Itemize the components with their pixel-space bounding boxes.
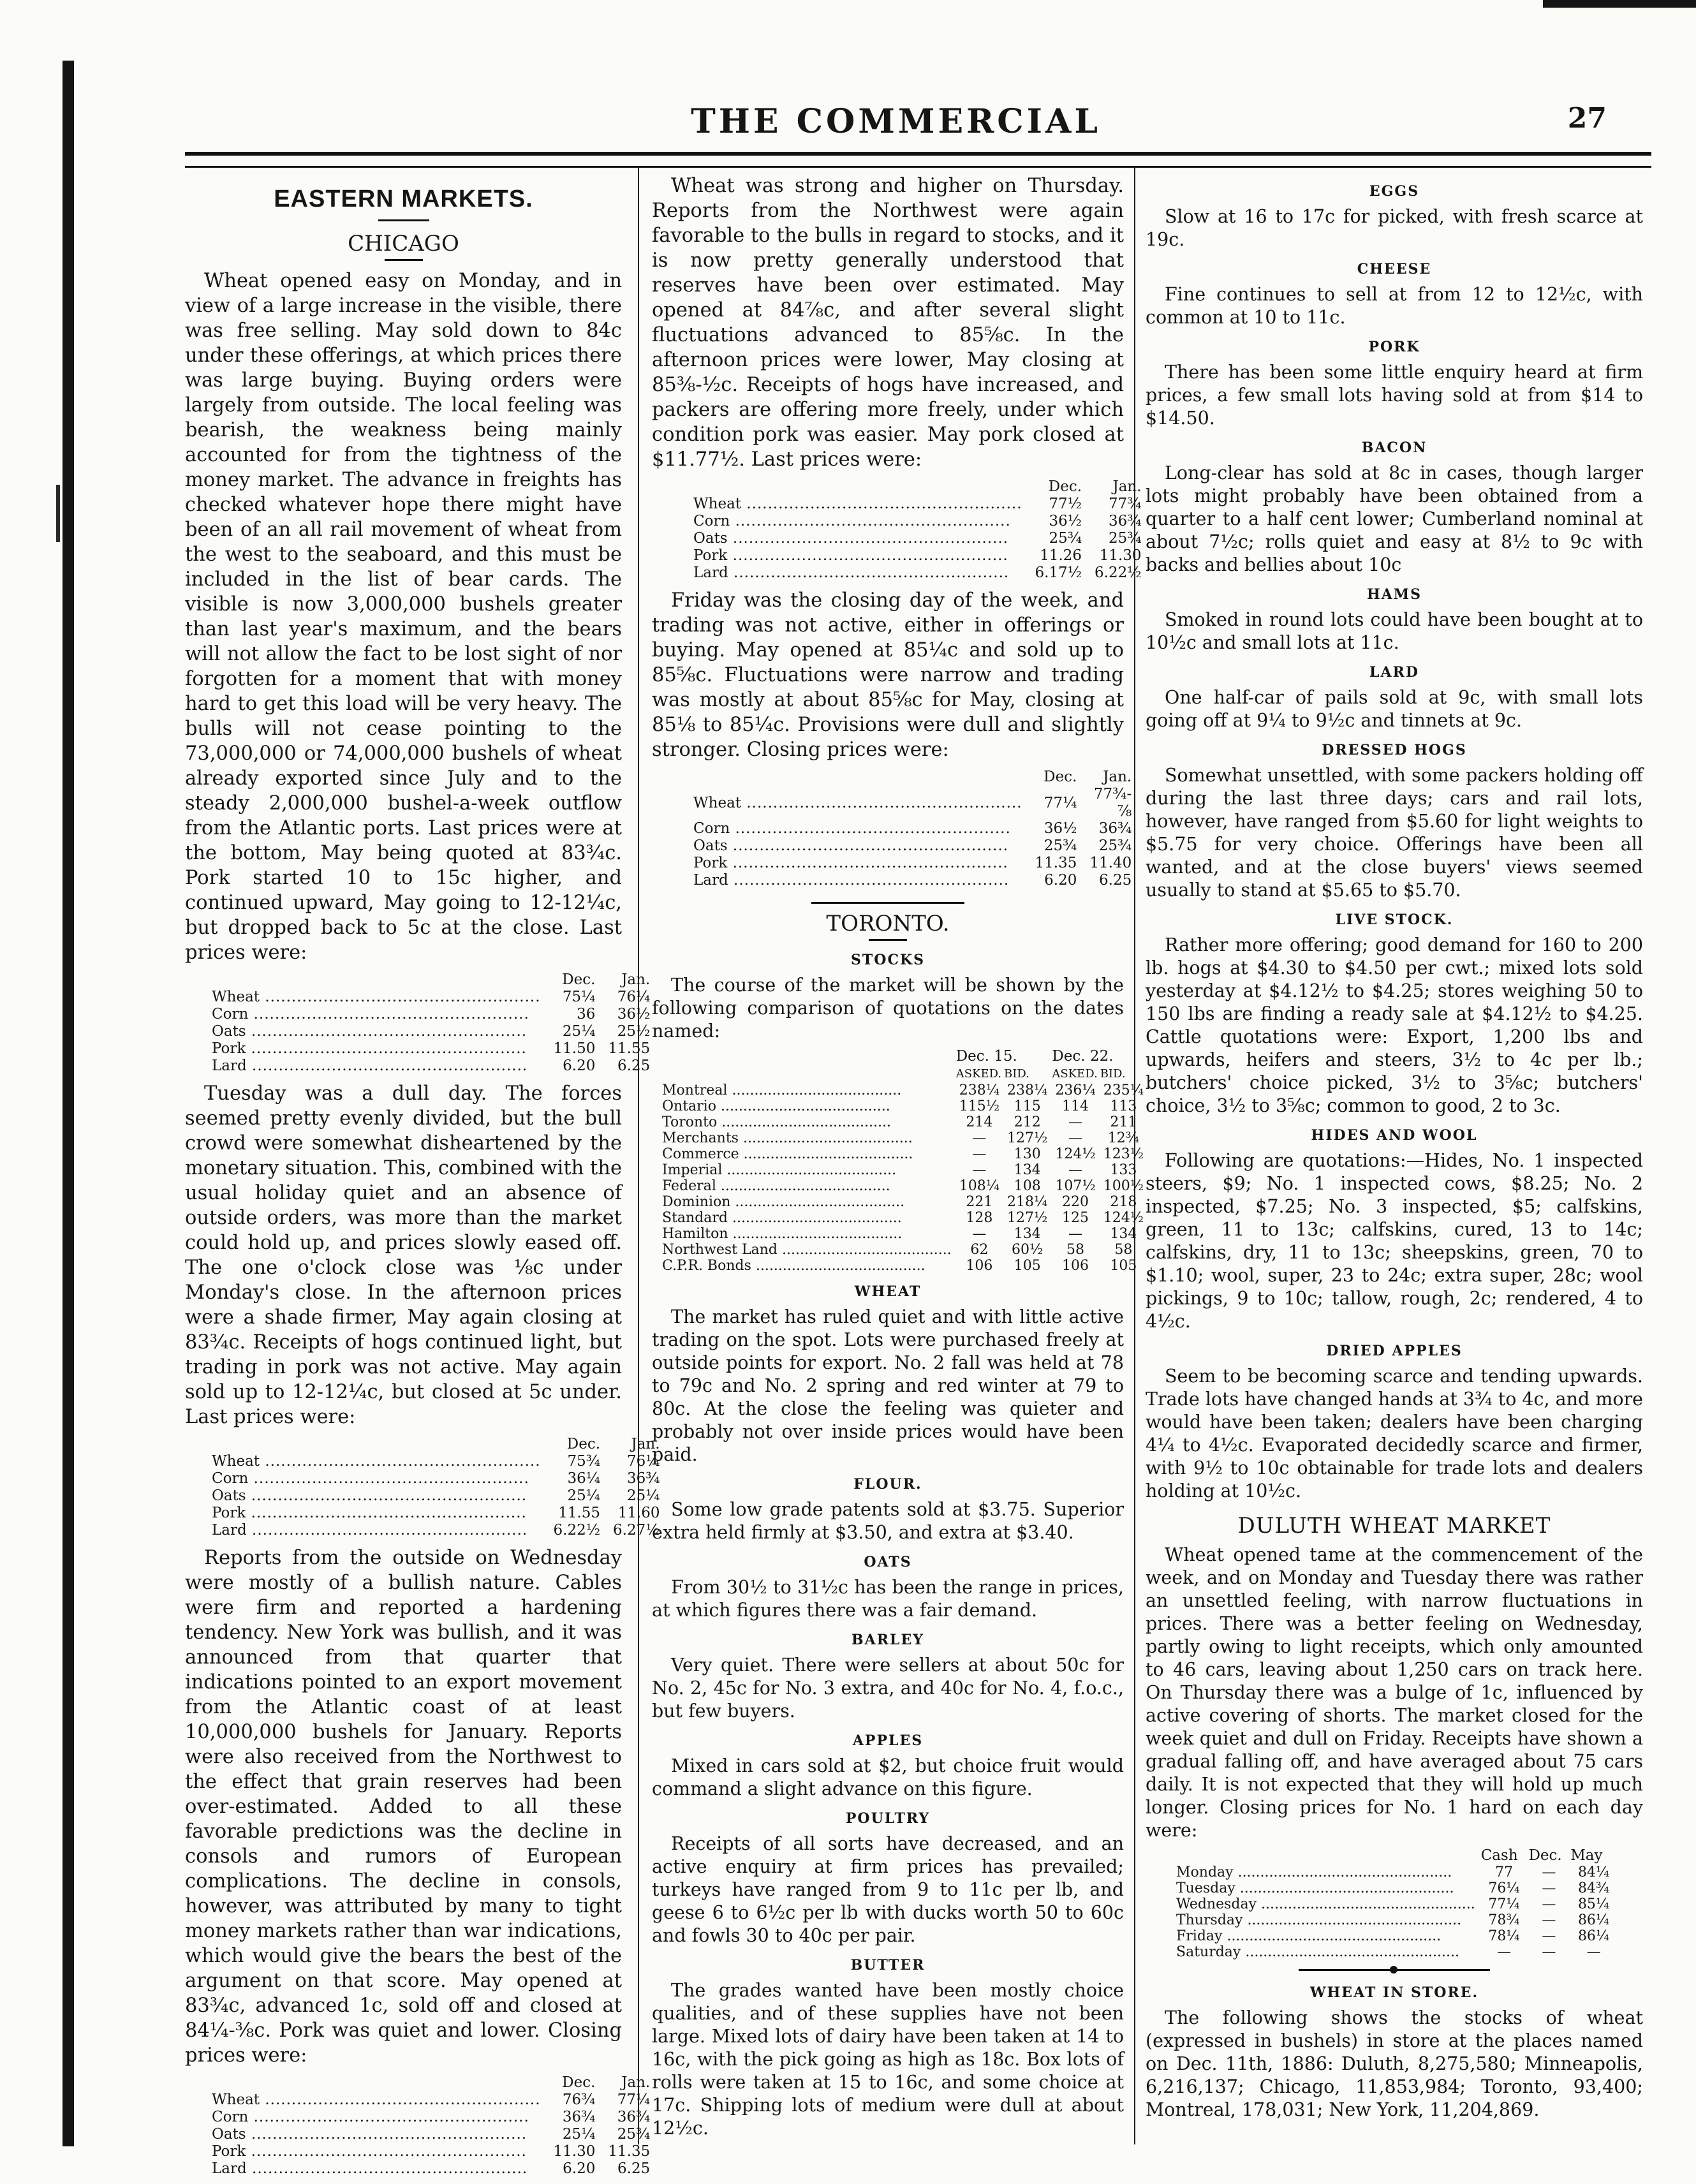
- market-paragraph: There has been some little enquiry heard at firm prices, a few small lots having sold at from $14 to $14.50.: [1146, 362, 1643, 429]
- table-row: Wednesday ..... 77¼ — 85¼: [1171, 1896, 1618, 1912]
- title-rule: [378, 219, 429, 221]
- market-paragraph: From 30½ to 31½c has been the range in prices, at which figures there was a fair demand.: [652, 1577, 1124, 1621]
- subsection-heading: CHEESE: [1357, 261, 1432, 277]
- column-header: Dec.: [1043, 769, 1077, 785]
- subsection-heading: WHEAT IN STORE.: [1309, 1984, 1479, 2001]
- page-binding-edge: [63, 61, 74, 2146]
- chicago-title: CHICAGO: [348, 231, 459, 256]
- market-paragraph: Rather more offering; good demand for 160 to 200 lb. hogs at $4.30 to $4.50 per cwt.; mixed lots sold yesterday at $4.12½ to $4.25; stores weighing 50 to 150 lbs are finding a ready sale at $4.12½ to $4.25. Cattle quotations were: Export, 1,200 lbs and upwards, heifers and steers, 3½ to 4c per lb.; butchers' choice picked, 3½ to 3⅝c; butchers' choice, 3½ to 3⅝c; common to good, 2 to 3c.: [1146, 934, 1643, 1116]
- table-row: Wheat ..... 75¾ 76¼: [205, 1453, 667, 1470]
- table-row: Corn ..... 36¼ 36¾: [205, 1470, 667, 1487]
- market-paragraph: Smoked in round lots could have been bought at to 10½c and small lots at 11c.: [1146, 609, 1643, 653]
- table-row: Lard ..... 6.20 6.25: [205, 1058, 656, 1075]
- column-header: Dec.: [562, 2074, 596, 2091]
- market-paragraph: The grades wanted have been mostly choice qualities, and of these supplies have not been large. Mixed lots of dairy have been taken at 14 to 16c, with the pick going as high as 18c. Box lots of rolls were taken at 15 to 16c, and some choice at 17c. Shipping lots of medium were dull at about 12½c.: [652, 1980, 1124, 2139]
- market-paragraph: Seem to be becoming scarce and tending upwards. Trade lots have changed hands at 3¾ to 4c, and more would have been taken; dealers have been charging 4¼ to 4½c. Evaporated decidedly scarce and firmer, with 9½ to 10c obtainable for trade lots and dealers holding at 10½c.: [1146, 1366, 1643, 1502]
- subsection-heading: BUTTER: [850, 1957, 925, 1974]
- column-header: Jan.: [621, 2074, 651, 2091]
- chicago-paragraph: Tuesday was a dull day. The forces seemed pretty evenly divided, but the bull crowd were somewhat disheartened by the monetary situation. This, combined with the usual holiday quiet and an absence of outside orders, was more than the market could hold up, and prices slowly eased off. The one o'clock close was ⅛c under Monday's close. In the afternoon prices were a shade firmer, May again closing at 83¾c. Receipts of hogs continued light, but trading in pork was not active. May again sold up to 12-12¼c, but closed at 5c under. Last prices were:: [185, 1082, 622, 1428]
- market-paragraph: One half-car of pails sold at 9c, with small lots going off at 9¼ to 9½c and tinnets at 9c.: [1146, 687, 1643, 731]
- subsection-heading: POULTRY: [845, 1810, 931, 1827]
- table-row: Saturday ..... — — —: [1171, 1944, 1618, 1960]
- header-double-rule: [185, 152, 1651, 168]
- column-header: BID.: [1004, 1067, 1029, 1081]
- table-row: Wheat ..... 77½ 77¾: [687, 496, 1148, 513]
- table-row: Lard ..... 6.22½ 6.27½: [205, 1522, 667, 1539]
- table-row: Standard ..... 128 127½ 125 124½: [658, 1210, 1147, 1226]
- table-row: Oats ..... 25¼ 25¼: [205, 1487, 667, 1505]
- table-row: Friday ..... 78¼ — 86¼: [1171, 1928, 1618, 1944]
- page-number: 27: [1567, 102, 1607, 135]
- column-header: Jan.: [1103, 769, 1132, 785]
- subsection-heading: PORK: [1368, 339, 1420, 355]
- table-row: Pork ..... 11.35 11.40: [687, 855, 1138, 872]
- table-row: Pork ..... 11.26 11.30: [687, 547, 1148, 564]
- toronto-title: TORONTO.: [826, 911, 950, 936]
- column-header: ASKED.: [955, 1067, 1002, 1081]
- chicago-paragraph: Wheat was strong and higher on Thursday. Reports from the Northwest were again favorable to the bulls in regard to stocks, and it is now pretty generally understood that reserves have been over estimated. May opened at 84⅞c, and after several slight fluctuations advanced to 85⅝c. In the afternoon prices were lower, May closing at 85⅜-½c. Receipts of hogs have increased, and packers are offering more freely, under which condition pork was easier. May pork closed at $11.77½. Last prices were:: [652, 175, 1124, 471]
- subsection-heading: LARD: [1369, 664, 1419, 681]
- rule-dot: [1390, 1966, 1397, 1974]
- subsection-heading: LIVE STOCK.: [1335, 911, 1454, 928]
- table-row: Wheat ..... 77¼ 77¾-⅞: [687, 786, 1138, 820]
- column-right: [1146, 173, 1643, 2121]
- table-row: Corn ..... 36½ 36¾: [687, 820, 1138, 837]
- column-header: May: [1570, 1847, 1603, 1864]
- table-row: Commerce ..... — 130 124½ 123½: [658, 1146, 1147, 1162]
- section-rule: [811, 902, 964, 904]
- table-row: Oats ..... 25¼ 25¾: [205, 2126, 656, 2143]
- market-paragraph: Slow at 16 to 17c for picked, with fresh scarce at 19c.: [1146, 206, 1643, 250]
- duluth-title: DULUTH WHEAT MARKET: [1237, 1513, 1551, 1538]
- table-row: C.P.R. Bonds ..... 106 105 106 105: [658, 1258, 1147, 1274]
- masthead: THE COMMERCIAL: [691, 102, 1101, 141]
- subsection-heading: BARLEY: [852, 1632, 924, 1648]
- price-table: [205, 1436, 667, 1539]
- ornamental-rule: [1299, 1969, 1490, 1975]
- column-divider: [638, 167, 639, 2144]
- table-row: Wheat ..... 75¼ 76¼: [205, 989, 656, 1006]
- table-row: Pork ..... 11.55 11.60: [205, 1505, 667, 1522]
- table-row: Hamilton ..... — 134 — 134: [658, 1226, 1147, 1242]
- column-header: Dec. 22.: [1052, 1048, 1114, 1065]
- table-row: Merchants ..... — 127½ — 12¾: [658, 1130, 1147, 1146]
- subsection-heading: HAMS: [1366, 586, 1422, 603]
- chicago-paragraph: Reports from the outside on Wednesday were mostly of a bullish nature. Cables were firm and reported a hardening tendency. New York was bullish, and it was announced from that quarter that indications pointed to an export movement from the Atlantic coast of at least 10,000,000 bushels for January. Reports were also received from the Northwest to the effect that grain reserves had been over-estimated. Added to all these favorable predictions was the decline in consols and rumors of European complications. The decline in consols, however, was attributed by many to tight money markets rather than war indications, which would give the bears the best of the argument on that score. May opened at 83¾c, advanced 1c, sold off and closed at 84¼-⅜c. Pork was quiet and lower. Closing prices were:: [185, 1547, 622, 2067]
- table-row: Ontario ..... 115½ 115 114 113: [658, 1098, 1147, 1114]
- market-paragraph: Following are quotations:—Hides, No. 1 inspected steers, $9; No. 1 inspected cows, $8.25; No. 2 inspected, $7.25; No. 3 inspected, $5; calfskins, green, 11 to 13c; calfskins, cured, 13 to 14c; calfskins, dry, 11 to 13c; sheepskins, green, 70 to $1.10; wool, super, 23 to 24c; extra super, 28c; wool pickings, 9 to 10c; tallow, rough, 2c; rendered, 4 to 4½c.: [1146, 1150, 1643, 1332]
- table-row: Oats ..... 25¾ 25¾: [687, 837, 1138, 855]
- market-paragraph: The following shows the stocks of wheat (expressed in bushels) in store at the places named on Dec. 11th, 1886: Duluth, 8,275,580; Minneapolis, 6,216,137; Chicago, 11,853,984; Toronto, 93,400; Montreal, 178,031; New York, 11,204,869.: [1146, 2007, 1643, 2120]
- table-row: Corn ..... 36 36½: [205, 1006, 656, 1023]
- table-row: Dominion ..... 221 218¼ 220 218: [658, 1194, 1147, 1210]
- duluth-paragraph: Wheat opened tame at the commencement of the week, and on Monday and Tuesday there was rather an unsettled feeling, with narrow fluctuations in prices. There was a better feeling on Wednesday, partly owing to light receipts, which only amounted to 46 cars, leaving about 1,250 cars on track here. On Thursday there was a bulge of 1c, influenced by active covering of shorts. The market closed for the week quiet and dull on Friday. Receipts have shown a gradual falling off, and have averaged about 75 cars daily. It is not expected that they will hold up much longer. Closing prices for No. 1 hard on each day were:: [1146, 1544, 1643, 1841]
- running-head: [185, 102, 1607, 147]
- column-header: Jan.: [631, 1436, 660, 1452]
- table-row: Pork ..... 11.30 11.35: [205, 2143, 656, 2160]
- column-header: Dec.: [566, 1436, 601, 1452]
- market-paragraph: The market has ruled quiet and with little active trading on the spot. Lots were purchased freely at outside points for export. No. 2 fall was held at 78 to 79c and No. 2 spring and red winter at 79 to 80c. At the close the feeling was quieter and probably not over inside prices would have been paid.: [652, 1306, 1124, 1465]
- table-row: Corn ..... 36¾ 36¾: [205, 2109, 656, 2126]
- stocks-table: [658, 1048, 1147, 1274]
- top-edge-rule: [1543, 0, 1696, 8]
- price-table: [205, 971, 656, 1075]
- price-table: [205, 2074, 656, 2178]
- table-row: Imperial ..... — 134 — 133: [658, 1162, 1147, 1178]
- chicago-paragraph: Wheat opened easy on Monday, and in view of a large increase in the visible, there was free selling. May sold down to 84c under these offerings, at which prices there was large buying. Buying orders were largely from outside. The local feeling was bearish, the weakness being mainly accounted for from the tightness of the money market. The advance in freights has checked whatever hope there might have been of an all rail movement of wheat from the west to the seaboard, and this must be included in the list of bear cards. The visible is now 3,000,000 bushels greater than last year's maximum, and the bears will not allow the fact to be lost sight of nor forgotten for a moment that with money hard to get this load will be very heavy. The bulls will not cease pointing to the 73,000,000 or 74,000,000 bushels of wheat already exported since July and to the steady 2,000,000 bushel-a-week outflow from the Atlantic ports. Last prices were at the bottom, May being quoted at 83¾c. Pork started 10 to 15c higher, and continued upward, May going to 12-12¼c, but dropped back to 5c at the close. Last prices were:: [185, 270, 622, 964]
- subsection-heading: DRIED APPLES: [1326, 1343, 1463, 1359]
- table-row: Lard ..... 6.20 6.25: [205, 2160, 656, 2178]
- table-row: Corn ..... 36½ 36¾: [687, 513, 1148, 530]
- page-binding-mark: [56, 485, 60, 542]
- table-row: Toronto ..... 214 212 — 211: [658, 1114, 1147, 1130]
- table-row: Monday ..... 77 — 84¼: [1171, 1864, 1618, 1880]
- price-table: [687, 769, 1138, 889]
- table-row: Oats ..... 25¼ 25½: [205, 1023, 656, 1040]
- table-row: Tuesday ..... 76¼ — 84¾: [1171, 1880, 1618, 1896]
- subsection-heading: EGGS: [1369, 183, 1420, 200]
- stocks-intro: The course of the market will be shown by the following comparison of quotations on the dates named:: [652, 975, 1124, 1042]
- price-table: [687, 478, 1148, 582]
- market-paragraph: Somewhat unsettled, with some packers holding off during the last three days; cars and rail lots, however, have ranged from $5.60 for light weights to $5.75 for very choice. Offerings have been all wanted, and at the close buyers' views seemed usually to stand at $5.65 to $5.70.: [1146, 765, 1643, 901]
- subsection-heading: BACON: [1361, 439, 1427, 456]
- eastern-markets-title: EASTERN MARKETS.: [274, 186, 533, 212]
- column-middle: [652, 173, 1144, 2140]
- title-rule: [385, 259, 423, 261]
- column-header: Cash: [1480, 1847, 1518, 1864]
- chicago-paragraph: Friday was the closing day of the week, and trading was not active, either in offerings or buying. May opened at 85¼c and sold up to 85⅝c. Fluctuations were narrow and trading was mostly at about 85⅝c for May, closing at 85⅛ to 85¼c. Provisions were dull and slightly stronger. Closing prices were:: [652, 589, 1124, 761]
- column-header: Dec. 15.: [955, 1048, 1017, 1065]
- market-paragraph: Long-clear has sold at 8c in cases, though larger lots might probably have been obtained from a quarter to a half cent lower; Cumberland nominal at about 7½c; rolls quiet and easy at 8½ to 9c with backs and bellies about 10c: [1146, 462, 1643, 575]
- column-header: Jan.: [621, 971, 651, 988]
- subsection-heading: OATS: [864, 1554, 912, 1570]
- subsection-heading: FLOUR.: [853, 1476, 922, 1493]
- table-row: Pork ..... 11.50 11.55: [205, 1040, 656, 1058]
- market-paragraph: Receipts of all sorts have decreased, and an active enquiry at firm prices has prevailed; turkeys have ranged from 9 to 11c per lb, and geese 6 to 6½c per lb with ducks worth 50 to 60c and fowls 30 to 40c per pair.: [652, 1833, 1124, 1946]
- column-left: [185, 182, 660, 2184]
- market-paragraph: Some low grade patents sold at $3.75. Superior extra held firmly at $3.50, and extra at $3.40.: [652, 1499, 1124, 1543]
- subsection-heading: APPLES: [852, 1732, 924, 1749]
- subsection-heading: HIDES AND WOOL: [1311, 1127, 1478, 1144]
- table-row: Montreal ..... 238¼ 238¼ 236¼ 235¼: [658, 1082, 1147, 1098]
- title-rule: [869, 939, 907, 941]
- table-row: Wheat ..... 76¾ 77¼: [205, 2092, 656, 2109]
- table-row: Federal ..... 108¼ 108 107½ 100½: [658, 1178, 1147, 1194]
- table-row: Thursday ..... 78¾ — 86¼: [1171, 1912, 1618, 1928]
- column-header: BID.: [1100, 1067, 1126, 1081]
- column-header: Dec.: [1528, 1847, 1562, 1864]
- toronto-section: [652, 948, 1144, 2140]
- subsection-heading: DRESSED HOGS: [1322, 742, 1467, 758]
- market-paragraph: Very quiet. There were sellers at about 50c for No. 2, 45c for No. 3 extra, and 40c for No. 4, f.o.c., but few buyers.: [652, 1655, 1124, 1722]
- subsection-heading: STOCKS: [851, 952, 925, 968]
- table-row: Oats ..... 25¾ 25¾: [687, 530, 1148, 547]
- column-header: ASKED.: [1052, 1067, 1098, 1081]
- duluth-price-table: [1171, 1847, 1618, 1960]
- subsection-heading: WHEAT: [854, 1283, 922, 1300]
- column-header: Dec.: [1048, 478, 1082, 495]
- market-paragraph: Mixed in cars sold at $2, but choice fruit would command a slight advance on this figure.: [652, 1755, 1124, 1799]
- table-row: Northwest Land ..... 62 60½ 58 58: [658, 1242, 1147, 1258]
- table-row: Lard ..... 6.17½ 6.22½: [687, 564, 1148, 582]
- table-row: Lard ..... 6.20 6.25: [687, 872, 1138, 889]
- market-paragraph: Fine continues to sell at from 12 to 12½c, with common at 10 to 11c.: [1146, 284, 1643, 328]
- column-header: Jan.: [1112, 478, 1142, 495]
- column-header: Dec.: [562, 971, 596, 988]
